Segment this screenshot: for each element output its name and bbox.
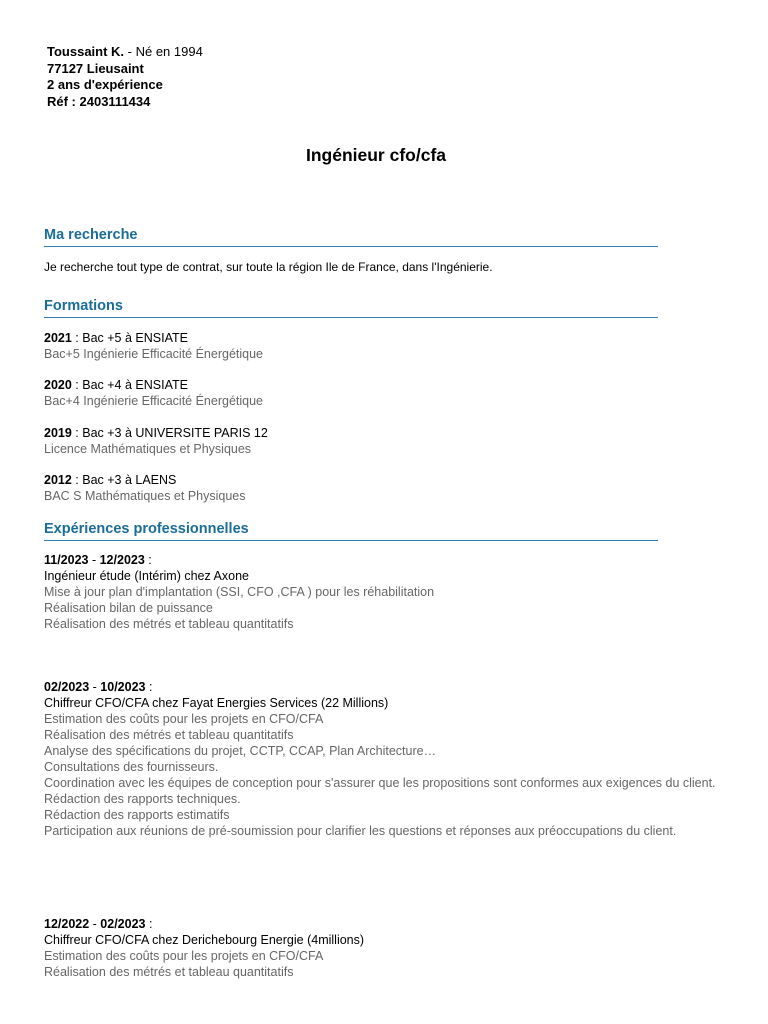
name-line (47, 44, 203, 61)
experience-years: 2 ans d'expérience (47, 77, 163, 92)
experience-end: 02/2023 (100, 917, 146, 931)
formation-detail: Licence Mathématiques et Physiques (44, 442, 252, 456)
formation-detail: BAC S Mathématiques et Physiques (44, 489, 246, 503)
experience-item: 12/2022 - 02/2023 : Chiffreur CFO/CFA chez Derichebourg Energie (4millions) Estimation des coûts pour les projets en CFO/CFA Réalisation des métrés et tableau quantitatifs (44, 916, 724, 980)
experience-start: 11/2023 (44, 553, 89, 567)
experience-line: Réalisation des métrés et tableau quantitatifs (44, 965, 294, 979)
formation-item (44, 425, 268, 457)
experience-item: 11/2023 - 12/2023 : Ingénieur étude (Intérim) chez Axone Mise à jour plan d'implantation (SSI, CFO ,CFA ) pour les réhabilitation Réalisation bilan de puissance Réalisation des métrés et tableau quantitatifs (44, 552, 724, 632)
experience-line: Analyse des spécifications du projet, CCTP, CCAP, Plan Architecture… (44, 744, 437, 758)
experience-start: 12/2022 (44, 917, 90, 931)
section-heading-experiences: Expériences professionnelles (44, 521, 658, 541)
experience-role: Chiffreur CFO/CFA chez Fayat Energies Services (22 Millions) (44, 696, 389, 710)
formation-year: 2019 (44, 426, 72, 440)
formation-detail: Bac+4 Ingénierie Efficacité Énergétique (44, 394, 264, 408)
formation-degree: : Bac +4 à ENSIATE (71, 378, 188, 392)
formation-detail: Bac+5 Ingénierie Efficacité Énergétique (44, 347, 264, 361)
section-heading-formations: Formations (44, 298, 658, 318)
experience-start: 02/2023 (44, 680, 90, 694)
experience-line: Réalisation bilan de puissance (44, 601, 213, 615)
candidate-header (47, 44, 203, 110)
formation-degree: : Bac +3 à UNIVERSITE PARIS 12 (71, 426, 268, 440)
candidate-name: Toussaint K. (47, 44, 125, 59)
job-title: Ingénieur cfo/cfa (305, 145, 447, 165)
birth-info: - Né en 1994 (124, 44, 203, 59)
experience-line: Participation aux réunions de pré-soumission pour clarifier les questions et réponses aux préoccupations du client. (44, 824, 677, 838)
experience-line: Consultations des fournisseurs. (44, 760, 219, 774)
formation-item (44, 330, 263, 362)
experience-line: Estimation des coûts pour les projets en CFO/CFA (44, 949, 324, 963)
location: 77127 Lieusaint (47, 60, 144, 76)
formation-degree: : Bac +3 à LAENS (71, 473, 177, 487)
experience-line: Rédaction des rapports techniques. (44, 792, 241, 806)
experience-line: Mise à jour plan d'implantation (SSI, CFO ,CFA ) pour les réhabilitation (44, 585, 435, 599)
recherche-text: Je recherche tout type de contrat, sur toute la région Ile de France, dans l'Ingénierie. (44, 260, 493, 274)
experience-item: 02/2023 - 10/2023 : Chiffreur CFO/CFA chez Fayat Energies Services (22 Millions) Estimation des coûts pour les projets en CFO/CFA Réalisation des métrés et tableau quantitatifs Analyse des spécifications du projet, CCTP, CCAP, Plan Architecture… Consultations des fournisseurs. Coordination avec les équipes de conception pour s'assurer que les propositions sont conformes aux exigences du client. Rédaction des rapports techniques. Rédaction des rapports estimatifs Participation aux réunions de pré-soumission pour clarifier les questions et réponses aux préoccupations du client. (44, 679, 724, 839)
formation-year: 2020 (44, 378, 72, 392)
experience-end: 12/2023 (99, 553, 145, 567)
formation-year: 2012 (44, 473, 72, 487)
formation-degree: : Bac +5 à ENSIATE (71, 331, 188, 345)
experience-line: Réalisation des métrés et tableau quantitatifs (44, 617, 294, 631)
formation-item (44, 377, 263, 409)
experience-line: Estimation des coûts pour les projets en CFO/CFA (44, 712, 324, 726)
section-heading-recherche: Ma recherche (44, 227, 658, 247)
formation-item (44, 472, 246, 504)
experience-line: Coordination avec les équipes de conception pour s'assurer que les propositions sont conformes aux exigences du client. (44, 776, 716, 790)
experience-line: Réalisation des métrés et tableau quantitatifs (44, 728, 294, 742)
experience-role: Ingénieur étude (Intérim) chez Axone (44, 569, 249, 583)
experience-line: Rédaction des rapports estimatifs (44, 808, 230, 822)
experience-end: 10/2023 (100, 680, 146, 694)
formation-year: 2021 (44, 331, 72, 345)
reference-number: Réf : 2403111434 (47, 93, 151, 109)
experience-role: Chiffreur CFO/CFA chez Derichebourg Energie (4millions) (44, 933, 365, 947)
